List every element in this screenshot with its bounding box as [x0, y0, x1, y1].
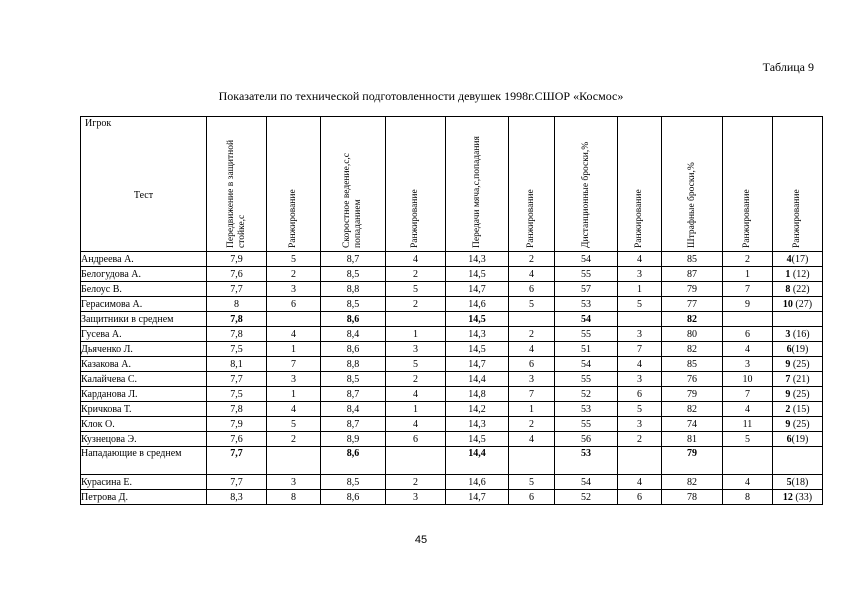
table-cell: 82 [662, 475, 723, 490]
table-cell: 10 [723, 372, 773, 387]
table-cell: 78 [662, 490, 723, 505]
table-cell: 8 [723, 490, 773, 505]
player-name: Гусева А. [81, 327, 207, 342]
table-row [81, 297, 823, 312]
table-cell: 4 [386, 417, 446, 432]
table-row [81, 447, 823, 475]
table-cell: 14,3 [446, 252, 509, 267]
table-cell: 5 [618, 402, 662, 417]
total-rank-cell [773, 372, 823, 387]
table-cell: 1 [386, 402, 446, 417]
player-name: Курасина Е. [81, 475, 207, 490]
table-cell: 8,5 [321, 267, 386, 282]
table-row [81, 387, 823, 402]
player-name: Клок О. [81, 417, 207, 432]
header-column [321, 117, 386, 252]
table-cell: 5 [618, 297, 662, 312]
header-corner [81, 117, 207, 252]
total-rank: 10 [782, 298, 793, 310]
table-cell: 14,5 [446, 432, 509, 447]
table-cell: 6 [618, 490, 662, 505]
total-score: (22) [790, 283, 810, 295]
table-cell: 6 [509, 357, 555, 372]
total-rank-cell [773, 432, 823, 447]
table-cell: 14,3 [446, 417, 509, 432]
total-score: (25) [790, 388, 810, 400]
table-cell: 79 [662, 387, 723, 402]
header-column-label: Ранжирование [634, 189, 644, 248]
table-cell: 4 [618, 357, 662, 372]
table-cell: 2 [386, 267, 446, 282]
table-cell [723, 312, 773, 327]
table-cell: 2 [723, 252, 773, 267]
table-cell: 2 [509, 327, 555, 342]
header-column [618, 117, 662, 252]
header-column-label: Ранжирование [288, 189, 298, 248]
table-cell: 14,7 [446, 490, 509, 505]
table-cell: 55 [555, 267, 618, 282]
table-cell: 7,5 [207, 342, 267, 357]
total-score: (25) [790, 418, 810, 430]
table-cell: 5 [509, 297, 555, 312]
table-cell: 4 [509, 432, 555, 447]
header-player-label: Игрок [85, 118, 112, 129]
table-cell: 52 [555, 490, 618, 505]
table-cell: 4 [267, 327, 321, 342]
table-cell: 57 [555, 282, 618, 297]
table-cell: 5 [386, 282, 446, 297]
table-cell: 6 [267, 297, 321, 312]
total-rank-cell [773, 402, 823, 417]
total-rank: 7 [785, 373, 791, 385]
total-score: (15) [790, 403, 810, 415]
table-cell [618, 447, 662, 475]
table-cell: 8,7 [321, 252, 386, 267]
table-cell: 53 [555, 297, 618, 312]
table-cell: 14,5 [446, 267, 509, 282]
total-rank: 9 [785, 358, 791, 370]
header-test-label: Тест [133, 190, 154, 201]
header-column [662, 117, 723, 252]
total-rank-cell [773, 342, 823, 357]
total-rank-cell [773, 327, 823, 342]
table-cell: 82 [662, 342, 723, 357]
table-cell: 7 [723, 387, 773, 402]
table-cell: 7,8 [207, 312, 267, 327]
table-cell: 2 [509, 417, 555, 432]
table-cell: 2 [386, 372, 446, 387]
table-cell: 1 [723, 267, 773, 282]
player-name: Белогудова А. [81, 267, 207, 282]
table-cell: 1 [386, 327, 446, 342]
table-cell: 8,1 [207, 357, 267, 372]
table-row [81, 402, 823, 417]
total-rank: 3 [785, 328, 791, 340]
table-cell: 7,9 [207, 252, 267, 267]
total-rank-cell [773, 417, 823, 432]
total-score: (33) [792, 491, 813, 503]
header-column [207, 117, 267, 252]
total-rank-cell [773, 312, 823, 327]
total-rank-cell [773, 252, 823, 267]
table-cell: 1 [509, 402, 555, 417]
table-cell: 53 [555, 402, 618, 417]
table-cell: 85 [662, 357, 723, 372]
table-cell: 7,9 [207, 417, 267, 432]
table-cell: 77 [662, 297, 723, 312]
table-row [81, 417, 823, 432]
table-cell: 1 [267, 342, 321, 357]
total-rank: 6 [786, 343, 792, 355]
table-cell: 8,4 [321, 327, 386, 342]
player-name: Петрова Д. [81, 490, 207, 505]
total-rank: 9 [785, 418, 791, 430]
table-cell: 2 [386, 475, 446, 490]
table-row [81, 312, 823, 327]
table-cell: 8,7 [321, 387, 386, 402]
table-row [81, 342, 823, 357]
table-cell: 14,6 [446, 475, 509, 490]
total-rank: 1 [785, 268, 791, 280]
table-cell: 3 [267, 282, 321, 297]
table-cell: 5 [267, 252, 321, 267]
table-cell: 14,7 [446, 282, 509, 297]
table-cell: 54 [555, 475, 618, 490]
total-rank: 2 [785, 403, 791, 415]
total-rank: 12 [782, 491, 793, 503]
table-cell: 3 [618, 267, 662, 282]
total-score: (12) [790, 268, 810, 280]
table-cell: 4 [618, 475, 662, 490]
table-cell: 81 [662, 432, 723, 447]
total-score: (16) [790, 328, 810, 340]
table-cell: 7 [267, 357, 321, 372]
table-cell: 6 [386, 432, 446, 447]
table-cell: 8,9 [321, 432, 386, 447]
header-column [446, 117, 509, 252]
table-cell: 85 [662, 252, 723, 267]
table-cell: 4 [723, 342, 773, 357]
table-cell [618, 312, 662, 327]
player-name: Калайчева С. [81, 372, 207, 387]
table-cell: 4 [509, 342, 555, 357]
table-cell: 7,6 [207, 267, 267, 282]
table-cell: 82 [662, 402, 723, 417]
table-row [81, 267, 823, 282]
header-column [509, 117, 555, 252]
table-cell: 7,8 [207, 402, 267, 417]
table-cell: 6 [723, 327, 773, 342]
player-name: Белоус В. [81, 282, 207, 297]
table-cell: 52 [555, 387, 618, 402]
table-cell: 14,6 [446, 297, 509, 312]
table-cell: 2 [509, 252, 555, 267]
table-cell: 9 [723, 297, 773, 312]
table-cell: 8,5 [321, 475, 386, 490]
table-cell: 8,5 [321, 372, 386, 387]
table-cell: 79 [662, 447, 723, 475]
total-rank: 6 [786, 433, 792, 445]
table-cell: 4 [723, 402, 773, 417]
table-cell: 3 [386, 490, 446, 505]
player-name: Нападающие в среднем [81, 447, 207, 475]
table-cell: 2 [267, 432, 321, 447]
table-cell: 3 [723, 357, 773, 372]
header-column [267, 117, 321, 252]
table-cell [386, 447, 446, 475]
table-row [81, 282, 823, 297]
table-cell: 54 [555, 252, 618, 267]
total-rank-cell [773, 490, 823, 505]
table-cell: 2 [618, 432, 662, 447]
table-cell: 76 [662, 372, 723, 387]
total-score: (25) [790, 358, 810, 370]
table-cell: 8,4 [321, 402, 386, 417]
table-cell: 6 [618, 387, 662, 402]
player-name: Казакова А. [81, 357, 207, 372]
table-cell: 14,8 [446, 387, 509, 402]
table-cell [267, 447, 321, 475]
table-cell: 1 [618, 282, 662, 297]
table-cell: 7,7 [207, 447, 267, 475]
table-cell: 7,6 [207, 432, 267, 447]
table-cell: 55 [555, 372, 618, 387]
table-cell [509, 447, 555, 475]
table-cell [267, 312, 321, 327]
total-rank-cell [773, 282, 823, 297]
total-rank-cell [773, 357, 823, 372]
table-cell: 3 [267, 475, 321, 490]
table-cell: 8,6 [321, 312, 386, 327]
table-cell: 3 [618, 327, 662, 342]
total-rank-cell [773, 447, 823, 475]
table-cell: 8,8 [321, 357, 386, 372]
header-column-label: Передвижение в защитной стойке,с [225, 139, 247, 248]
player-name: Дьяченко Л. [81, 342, 207, 357]
table-cell: 7 [723, 282, 773, 297]
table-cell: 4 [509, 267, 555, 282]
table-cell: 7,5 [207, 387, 267, 402]
table-cell: 7,8 [207, 327, 267, 342]
table-cell: 8,5 [321, 297, 386, 312]
table-cell: 6 [509, 490, 555, 505]
header-column-label: Ранжирование [792, 189, 802, 248]
player-name: Кузнецова Э. [81, 432, 207, 447]
results-table [80, 116, 823, 505]
table-cell: 3 [267, 372, 321, 387]
page-number: 45 [414, 534, 428, 546]
table-cell: 1 [267, 387, 321, 402]
header-column-label: Скоростное ведение,с,с попаданием [342, 152, 363, 248]
table-cell: 3 [618, 417, 662, 432]
table-cell: 3 [509, 372, 555, 387]
table-row [81, 490, 823, 505]
table-cell: 14,5 [446, 342, 509, 357]
table-cell: 3 [386, 342, 446, 357]
table-cell: 7,7 [207, 282, 267, 297]
table-cell: 11 [723, 417, 773, 432]
table-row [81, 252, 823, 267]
table-cell: 4 [618, 252, 662, 267]
table-body [81, 252, 823, 505]
table-cell: 2 [386, 297, 446, 312]
total-rank: 8 [785, 283, 791, 295]
table-cell: 7,7 [207, 475, 267, 490]
table-cell: 53 [555, 447, 618, 475]
table-cell: 4 [723, 475, 773, 490]
table-cell: 8,3 [207, 490, 267, 505]
table-cell: 74 [662, 417, 723, 432]
total-rank-cell [773, 297, 823, 312]
table-cell: 5 [386, 357, 446, 372]
table-cell: 5 [509, 475, 555, 490]
table-cell: 14,5 [446, 312, 509, 327]
table-cell: 8,6 [321, 490, 386, 505]
table-cell: 79 [662, 282, 723, 297]
table-cell: 5 [267, 417, 321, 432]
table-cell: 55 [555, 417, 618, 432]
table-cell: 14,3 [446, 327, 509, 342]
table-cell: 8,7 [321, 417, 386, 432]
table-cell: 8 [207, 297, 267, 312]
table-label: Таблица 9 [762, 60, 814, 74]
table-cell: 4 [386, 252, 446, 267]
table-cell: 8,6 [321, 342, 386, 357]
table-cell: 3 [618, 372, 662, 387]
table-cell: 14,4 [446, 372, 509, 387]
table-cell: 2 [267, 267, 321, 282]
table-cell: 54 [555, 312, 618, 327]
table-cell: 80 [662, 327, 723, 342]
header-column-label: Штрафные броски,% [686, 162, 697, 248]
table-title: Показатели по технической подготовленности девушек 1998г.СШОР «Космос» [218, 89, 624, 103]
total-score: (19) [791, 343, 809, 355]
table-cell: 8,6 [321, 447, 386, 475]
table-row [81, 372, 823, 387]
table-cell: 5 [723, 432, 773, 447]
header-column-label: Дистанционные броски,% [580, 141, 591, 248]
player-name: Карданова Л. [81, 387, 207, 402]
total-rank: 4 [786, 253, 792, 265]
header-column-label: Передачи мяча,с,попадания [471, 136, 482, 248]
table-cell: 54 [555, 357, 618, 372]
table-cell: 14,4 [446, 447, 509, 475]
table-row [81, 327, 823, 342]
table-cell: 4 [386, 387, 446, 402]
header-column [386, 117, 446, 252]
table-cell: 7 [618, 342, 662, 357]
table-cell: 8 [267, 490, 321, 505]
header-column [723, 117, 773, 252]
player-name: Андреева А. [81, 252, 207, 267]
total-rank-cell [773, 387, 823, 402]
table-cell: 7,7 [207, 372, 267, 387]
table-cell: 55 [555, 327, 618, 342]
header-column-label: Ранжирование [410, 189, 420, 248]
header-column [555, 117, 618, 252]
header-column-label: Ранжирование [742, 189, 752, 248]
table-cell: 56 [555, 432, 618, 447]
table-row [81, 357, 823, 372]
player-name: Герасимова А. [81, 297, 207, 312]
total-score: (17) [791, 253, 809, 265]
total-score: (19) [791, 433, 809, 445]
table-row [81, 475, 823, 490]
table-cell [723, 447, 773, 475]
table-cell: 14,7 [446, 357, 509, 372]
total-score: (21) [790, 373, 810, 385]
table-cell: 51 [555, 342, 618, 357]
total-rank-cell [773, 267, 823, 282]
player-name: Кричкова Т. [81, 402, 207, 417]
total-rank-cell [773, 475, 823, 490]
header-row [81, 117, 823, 252]
table-cell: 87 [662, 267, 723, 282]
table-cell: 8,8 [321, 282, 386, 297]
header-column [773, 117, 823, 252]
table-cell: 82 [662, 312, 723, 327]
total-rank: 9 [785, 388, 791, 400]
total-score: (27) [792, 298, 813, 310]
table-cell [509, 312, 555, 327]
table-cell: 7 [509, 387, 555, 402]
total-score: (18) [791, 476, 809, 488]
table-cell: 14,2 [446, 402, 509, 417]
table-row [81, 432, 823, 447]
table-cell [386, 312, 446, 327]
total-rank: 5 [786, 476, 792, 488]
player-name: Защитники в среднем [81, 312, 207, 327]
table-cell: 4 [267, 402, 321, 417]
table-cell: 6 [509, 282, 555, 297]
header-column-label: Ранжирование [526, 189, 536, 248]
